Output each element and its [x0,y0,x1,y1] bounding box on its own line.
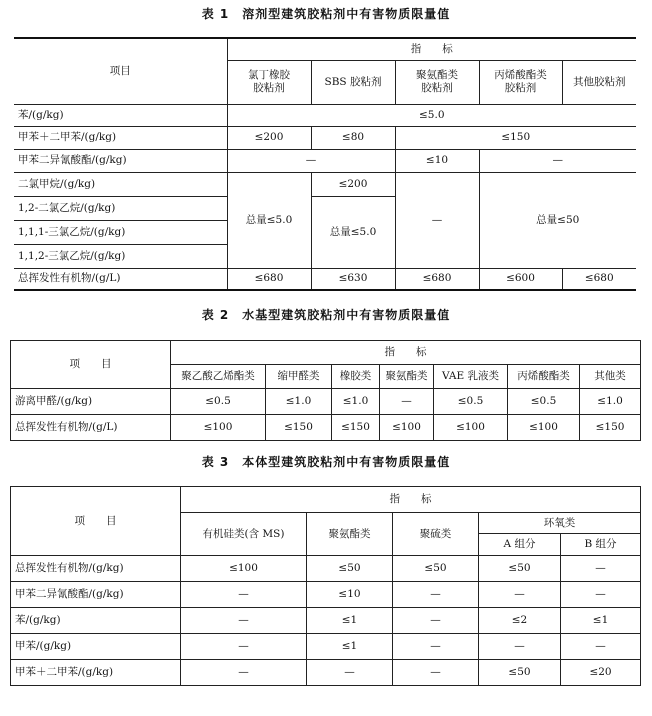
table3-cell: — [181,660,307,686]
table2-cell: ≤150 [266,415,332,441]
table3-cell: ≤1 [307,608,393,634]
table1-cell: 总量≤50 [479,172,636,268]
table1-col-header: 丙烯酸酯类 胶粘剂 [479,60,562,104]
table3-cell: — [479,634,561,660]
table2-row [11,415,641,441]
table2-index-header: 指 标 [171,341,641,365]
table1-cell: 总量≤5.0 [311,196,395,268]
table1-col-header: 氯丁橡胶 胶粘剂 [227,60,311,104]
table1-cell: ≤680 [227,268,311,290]
table1-index-header: 指 标 [227,38,636,60]
table3-cell: ≤50 [479,660,561,686]
table2-row [11,389,641,415]
table2-row-label: 游离甲醛/(g/kg) [11,389,171,415]
table2-cell: ≤100 [434,415,508,441]
table3-cell: — [181,634,307,660]
table3-cell: ≤50 [307,556,393,582]
table1-cell: 总量≤5.0 [227,172,311,268]
table3-epoxy-header: 环氧类 [479,513,641,534]
table1-row-label: 二氯甲烷/(g/kg) [14,172,227,196]
table3-cell: ≤100 [181,556,307,582]
table2-col-header: 聚氨酯类 [380,365,434,389]
table1-row-label: 甲苯二异氰酸酯/(g/kg) [14,149,227,172]
table2-cell: ≤100 [508,415,580,441]
table2-item-header: 项 目 [11,341,171,389]
table3-cell: ≤2 [479,608,561,634]
table3-col-header: 聚氨酯类 [307,513,393,556]
table3-col-header: 有机硅类(含 MS) [181,513,307,556]
table3-row-label: 苯/(g/kg) [11,608,181,634]
table1-row-label: 1,1,1-三氯乙烷/(g/kg) [14,220,227,244]
table1-row-label: 1,1,2-三氯乙烷/(g/kg) [14,244,227,268]
table1-cell: ≤5.0 [227,104,636,126]
table2 [10,340,641,441]
table3-row-label: 甲苯/(g/kg) [11,634,181,660]
table1-cell: — [395,172,479,268]
table3-cell: — [393,582,479,608]
table2-col-header: VAE 乳液类 [434,365,508,389]
table2-cell: ≤0.5 [434,389,508,415]
table1-cell: — [479,149,636,172]
table3-sub-header: B 组分 [561,534,641,556]
table2-cell: ≤1.0 [580,389,641,415]
table3-cell: ≤10 [307,582,393,608]
table2-cell: ≤1.0 [332,389,380,415]
table3-cell: — [181,582,307,608]
table1-cell: ≤10 [395,149,479,172]
table3-row [11,556,641,582]
table2-col-header: 其他类 [580,365,641,389]
table3-cell: ≤50 [393,556,479,582]
table2-cell: ≤100 [171,415,266,441]
table3-cell: — [561,634,641,660]
table1-cell: ≤600 [479,268,562,290]
table3-row [11,634,641,660]
table1-col-header: 聚氨酯类 胶粘剂 [395,60,479,104]
table3-row-label: 甲苯二异氰酸酯/(g/kg) [11,582,181,608]
table1-cell: ≤680 [395,268,479,290]
table1-cell: ≤150 [395,126,636,149]
table3-item-header: 项 目 [11,487,181,556]
table1-cell: ≤630 [311,268,395,290]
table1-cell: ≤200 [227,126,311,149]
table2-cell: ≤0.5 [508,389,580,415]
table3-cell: — [561,556,641,582]
table2-cell: — [380,389,434,415]
table1-row-label: 苯/(g/kg) [14,104,227,126]
table3 [10,486,641,686]
table1-cell: ≤680 [562,268,636,290]
table3-cell: — [393,634,479,660]
table1-col-header: SBS 胶粘剂 [311,60,395,104]
table3-cell: ≤1 [561,608,641,634]
table2-cell: ≤0.5 [171,389,266,415]
table3-row [11,582,641,608]
table1-cell: ≤80 [311,126,395,149]
table1-row-label: 1,2-二氯乙烷/(g/kg) [14,196,227,220]
table3-cell: — [307,660,393,686]
table2-row-label: 总挥发性有机物/(g/L) [11,415,171,441]
table2-col-header: 缩甲醛类 [266,365,332,389]
table3-index-header: 指 标 [181,487,641,513]
table3-cell: — [181,608,307,634]
table1-row-label: 总挥发性有机物/(g/L) [14,268,227,290]
table2-cell: ≤100 [380,415,434,441]
table3-cell: ≤1 [307,634,393,660]
table3-cell: — [393,660,479,686]
table3-cell: — [393,608,479,634]
table1-cell: — [227,149,395,172]
table2-col-header: 橡胶类 [332,365,380,389]
table1 [14,37,636,291]
table2-col-header: 丙烯酸酯类 [508,365,580,389]
table2-cell: ≤150 [332,415,380,441]
table2-col-header: 聚乙酸乙烯酯类 [171,365,266,389]
table2-cell: ≤1.0 [266,389,332,415]
table3-caption: 表 3 本体型建筑胶粘剂中有害物质限量值 [201,455,451,469]
table3-row-label: 总挥发性有机物/(g/kg) [11,556,181,582]
table1-col-header: 其他胶粘剂 [562,60,636,104]
table2-cell: ≤150 [580,415,641,441]
table3-row [11,608,641,634]
table3-cell: ≤50 [479,556,561,582]
table2-caption: 表 2 水基型建筑胶粘剂中有害物质限量值 [201,308,451,322]
table3-row-label: 甲苯＋二甲苯/(g/kg) [11,660,181,686]
table3-cell: — [561,582,641,608]
table3-cell: ≤20 [561,660,641,686]
table1-caption: 表 1 溶剂型建筑胶粘剂中有害物质限量值 [201,7,451,21]
table1-item-header: 项目 [14,38,227,104]
table3-sub-header: A 组分 [479,534,561,556]
table1-cell: ≤200 [311,172,395,196]
table3-row [11,660,641,686]
table3-col-header: 聚硫类 [393,513,479,556]
table3-cell: — [479,582,561,608]
table1-row-label: 甲苯＋二甲苯/(g/kg) [14,126,227,149]
